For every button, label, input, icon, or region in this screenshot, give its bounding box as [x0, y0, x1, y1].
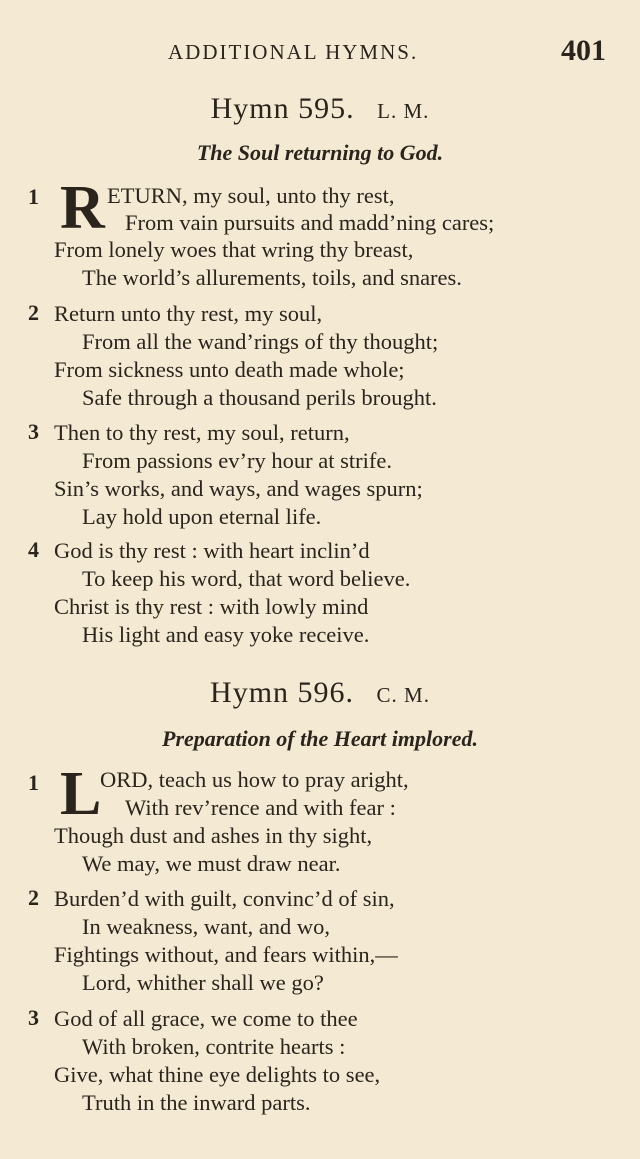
verse-line: Christ is thy rest : with lowly mind — [54, 594, 369, 619]
verse-line: With rev’rence and with fear : — [125, 795, 396, 820]
hymn-meter: L. M. — [377, 99, 430, 123]
verse-line: Safe through a thousand perils brought. — [82, 385, 437, 410]
verse-line: ORD, teach us how to pray aright, — [100, 767, 409, 792]
verse-line: Truth in the inward parts. — [82, 1090, 311, 1115]
hymn-title-text: Hymn 595. — [210, 92, 355, 125]
verse-line: Return unto thy rest, my soul, — [54, 301, 323, 326]
verse-line: From sickness unto death made whole; — [54, 357, 405, 382]
verse-line: Fightings without, and fears within,— — [54, 942, 398, 967]
verse-line: Burden’d with guilt, convinc’d of sin, — [54, 886, 395, 911]
verse-line: From vain pursuits and madd’ning cares; — [125, 210, 495, 235]
drop-cap: L — [60, 760, 102, 828]
verse-line: Lay hold upon eternal life. — [82, 504, 322, 529]
stanza-number: 2 — [28, 885, 39, 910]
stanza-number: 4 — [28, 537, 39, 562]
verse-line: ETURN, my soul, unto thy rest, — [107, 183, 395, 208]
verse-line: From passions ev’ry hour at strife. — [82, 448, 392, 473]
verse-line: The world’s allurements, toils, and snares. — [82, 265, 462, 290]
page-number: 401 — [561, 34, 606, 67]
verse-line: God is thy rest : with heart inclin’d — [54, 538, 370, 563]
verse-line: To keep his word, that word believe. — [82, 566, 411, 591]
hymn-596-subtitle: Preparation of the Heart implored. — [162, 726, 478, 751]
stanza-number: 3 — [28, 419, 39, 444]
stanza-number: 2 — [28, 300, 39, 325]
verse-line: Lord, whither shall we go? — [82, 970, 324, 995]
stanza-number: 1 — [28, 770, 39, 795]
stanza-number: 3 — [28, 1005, 39, 1030]
stanza-number: 1 — [28, 184, 39, 209]
verse-line: With broken, contrite hearts : — [82, 1034, 346, 1059]
verse-line: In weakness, want, and wo, — [82, 914, 331, 939]
verse-line: From lonely woes that wring thy breast, — [54, 237, 414, 262]
verse-line: We may, we must draw near. — [82, 851, 341, 876]
hymn-meter: C. M. — [376, 683, 430, 707]
verse-line: From all the wand’rings of thy thought; — [82, 329, 439, 354]
verse-line: Then to thy rest, my soul, return, — [54, 420, 350, 445]
verse-line: Sin’s works, and ways, and wages spurn; — [54, 476, 423, 501]
hymn-title-text: Hymn 596. — [210, 676, 355, 709]
hymn-595-subtitle: The Soul returning to God. — [196, 140, 444, 165]
verse-line: Though dust and ashes in thy sight, — [54, 823, 373, 848]
hymn-595-title — [0, 92, 640, 126]
verse-line: God of all grace, we come to thee — [54, 1006, 358, 1031]
hymn-596-title — [0, 676, 640, 710]
verse-line: His light and easy yoke receive. — [82, 622, 370, 647]
drop-cap: R — [60, 174, 105, 242]
running-head: ADDITIONAL HYMNS. — [168, 40, 419, 64]
verse-line: Give, what thine eye delights to see, — [54, 1062, 381, 1087]
